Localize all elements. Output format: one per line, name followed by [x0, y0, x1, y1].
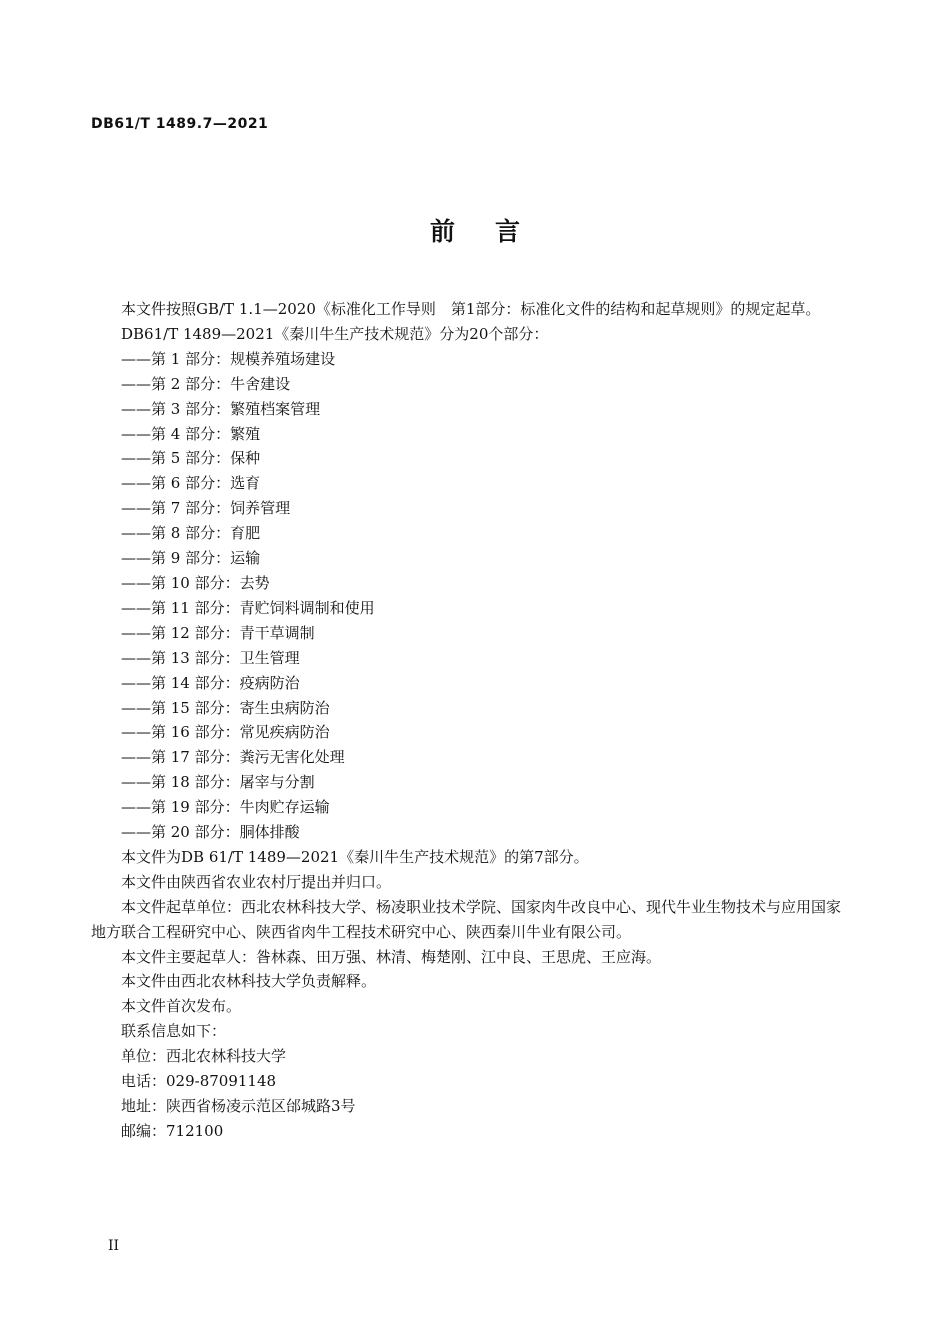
list-item: ——第 7 部分：饲养管理 — [121, 499, 291, 518]
contact-unit: 单位：西北农林科技大学 — [121, 1047, 287, 1066]
list-item: ——第 20 部分：胴体排酸 — [121, 823, 300, 842]
list-item: ——第 10 部分：去势 — [121, 573, 270, 592]
list-item: ——第 5 部分：保种 — [121, 449, 261, 468]
foreword-body — [91, 297, 841, 1144]
list-item: ——第 17 部分：粪污无害化处理 — [121, 748, 345, 767]
list-item: ——第 16 部分：常见疾病防治 — [121, 723, 330, 742]
statement-part-number: 本文件为DB 61/T 1489—2021《秦川牛生产技术规范》的第7部分。 — [121, 847, 589, 866]
statement-drafting-units: 本文件起草单位：西北农林科技大学、杨凌职业技术学院、国家肉牛改良中心、现代牛业生物技术与应用国家地方联合工程研究中心、陕西省肉牛工程技术研究中心、陕西秦川牛业有限公司。 — [91, 897, 842, 941]
contact-info — [91, 1044, 841, 1144]
document-code: DB61/T 1489.7—2021 — [91, 116, 269, 132]
list-item: ——第 1 部分：规模养殖场建设 — [121, 349, 336, 368]
parts-list — [91, 347, 841, 845]
statement-proposer: 本文件由陕西省农业农村厅提出并归口。 — [121, 872, 392, 891]
contact-address: 地址：陕西省杨凌示范区邰城路3号 — [121, 1097, 356, 1115]
page-number: II — [108, 1238, 120, 1254]
list-item: ——第 4 部分：繁殖 — [121, 424, 261, 443]
list-item: ——第 14 部分：疫病防治 — [121, 673, 300, 692]
list-item: ——第 11 部分：青贮饲料调制和使用 — [121, 598, 375, 617]
list-item: ——第 6 部分：选育 — [121, 474, 261, 493]
contact-postcode: 邮编：712100 — [121, 1121, 224, 1140]
list-item: ——第 15 部分：寄生虫病防治 — [121, 698, 330, 717]
list-item: ——第 19 部分：牛肉贮存运输 — [121, 798, 330, 817]
contact-phone: 电话：029-87091148 — [121, 1072, 277, 1091]
statement-drafters: 本文件主要起草人：昝林森、田万强、林清、梅楚刚、江中良、王思虎、王应海。 — [121, 947, 662, 966]
list-item: ——第 18 部分：屠宰与分割 — [121, 773, 315, 792]
list-item: ——第 13 部分：卫生管理 — [121, 648, 300, 667]
list-item: ——第 9 部分：运输 — [121, 549, 261, 568]
statement-interpretation: 本文件由西北农林科技大学负责解释。 — [121, 972, 377, 991]
list-item: ——第 12 部分：青干草调制 — [121, 623, 315, 642]
paragraph-parts-intro: DB61/T 1489—2021《秦川牛生产技术规范》分为20个部分： — [121, 324, 549, 343]
statement-first-release: 本文件首次发布。 — [121, 997, 242, 1016]
list-item: ——第 3 部分：繁殖档案管理 — [121, 399, 321, 418]
paragraph-drafting-rules: 本文件按照GB/T 1.1—2020《标准化工作导则 第1部分：标准化文件的结构和起草规则》的规定起草。 — [121, 300, 821, 318]
contact-intro: 联系信息如下： — [121, 1022, 227, 1041]
list-item: ——第 8 部分：育肥 — [121, 524, 261, 543]
page-title: 前言 — [429, 217, 560, 246]
list-item: ——第 2 部分：牛舍建设 — [121, 374, 291, 393]
